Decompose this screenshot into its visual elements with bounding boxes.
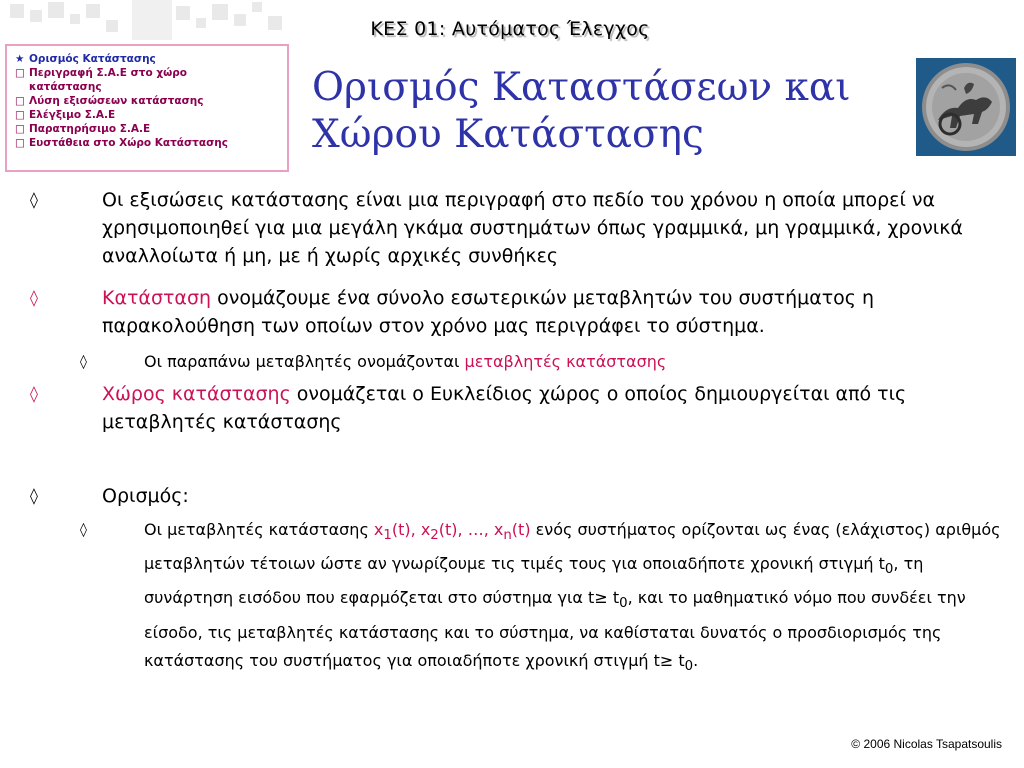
- bullet-text: Ορισμός:: [102, 485, 189, 507]
- bullet-state-space: [30, 380, 1002, 436]
- sub-bullet-definition-detail: [80, 516, 1004, 681]
- bullet-text: Χώρος κατάστασης ονομάζεται ο Ευκλείδιος χώρος ο οποίος δημιουργείται από τις μεταβλητές κατάστασης: [102, 383, 907, 433]
- diamond-bullet-icon: ◊: [80, 354, 87, 370]
- outline-item-description-cont[interactable]: κατάστασης: [29, 81, 102, 93]
- bullet-text: Οι μεταβλητές κατάστασης $x_1(t)$, $x_2(t)$, …, $x_n(t)$ ενός συστήματος ορίζονται ως ένας (ελάχιστος) αριθμός μεταβλητών τέτοιων ώστε αν γνωρίζουμε τις τιμές τους για οποιαδήποτε χρονική στιγμή $t_0$, τη συνάρτηση εισόδου που εφαρμόζεται στο σύστημα για $t\ge t_0$, και το μαθηματικό νόμο που συνδέει την είσοδο, τις μεταβλητές κατάστασης και το σύστημα, να καθίσταται δυνατός ο προσδιορισμός της κατάστασης του συστήματος για οποιαδήποτε χρονική στιγμή $t\ge t_0$.: [144, 520, 1001, 674]
- outline-item-description[interactable]: □ Περιγραφή Σ.Α.Ε στο χώρο: [15, 67, 187, 79]
- outline-item-solution[interactable]: □ Λύση εξισώσεων κατάστασης: [15, 95, 204, 107]
- term-state: Κατάσταση: [102, 287, 212, 309]
- checkbox-icon: □: [15, 109, 25, 121]
- bullet-definition: [30, 482, 1002, 510]
- term-state-variables: μεταβλητές κατάστασης: [464, 352, 667, 371]
- checkbox-icon: □: [15, 123, 25, 135]
- diamond-bullet-icon: ◊: [30, 288, 38, 307]
- outline-item-observable[interactable]: □ Παρατηρήσιμο Σ.Α.Ε: [15, 123, 151, 135]
- bullet-text: Κατάσταση ονομάζουμε ένα σύνολο εσωτερικών μεταβλητών του συστήματος η παρακολούθηση των οποίων στον χρόνο μας περιγράφει το σύστημα.: [102, 287, 875, 337]
- variables-list: $x_1(t)$, $x_2(t)$, …, $x_n(t)$: [373, 520, 531, 544]
- term-state-space: Χώρος κατάστασης: [102, 383, 291, 405]
- outline-box: [5, 44, 289, 172]
- course-title: ΚΕΣ 01: Αυτόματος Έλεγχος: [370, 18, 650, 40]
- outline-item-stability[interactable]: □ Ευστάθεια στο Χώρο Κατάστασης: [15, 137, 228, 149]
- diamond-bullet-icon: ◊: [30, 486, 38, 505]
- copyright-footer: © 2006 Nicolas Tsapatsoulis: [851, 737, 1002, 751]
- outline-item-controllable[interactable]: □ Ελέγξιμο Σ.Α.Ε: [15, 109, 116, 121]
- slide-title: [312, 64, 892, 158]
- sub-bullet-state-variables: [80, 348, 1004, 376]
- slide-title-line2: Χώρου Κατάστασης: [312, 112, 704, 157]
- bullet-state-definition: [30, 284, 1002, 340]
- diamond-bullet-icon: ◊: [80, 522, 87, 538]
- ancient-coin-chariot-icon: [916, 58, 1016, 156]
- diamond-bullet-icon: ◊: [30, 384, 38, 403]
- checkbox-icon: □: [15, 137, 25, 149]
- bullet-state-equations: [30, 186, 1002, 270]
- diamond-bullet-icon: ◊: [30, 190, 38, 209]
- star-icon: ★: [15, 53, 25, 65]
- checkbox-icon: □: [15, 67, 25, 79]
- outline-item-definition[interactable]: ★ Ορισμός Κατάστασης: [15, 53, 156, 65]
- header-decoration: [0, 0, 300, 46]
- bullet-text: Οι εξισώσεις κατάστασης είναι μια περιγραφή στο πεδίο του χρόνου η οποία μπορεί να χρησιμοποιηθεί για μια μεγάλη γκάμα συστημάτων όπως γραμμικά, μη γραμμικά, χρονικά αναλλοίωτα ή μη, με ή χωρίς αρχικές συνθήκες: [102, 189, 963, 267]
- bullet-text: Οι παραπάνω μεταβλητές ονομάζονται μεταβλητές κατάστασης: [144, 352, 667, 371]
- slide-title-line1: Ορισμός Καταστάσεων και: [312, 65, 851, 110]
- checkbox-icon: □: [15, 95, 25, 107]
